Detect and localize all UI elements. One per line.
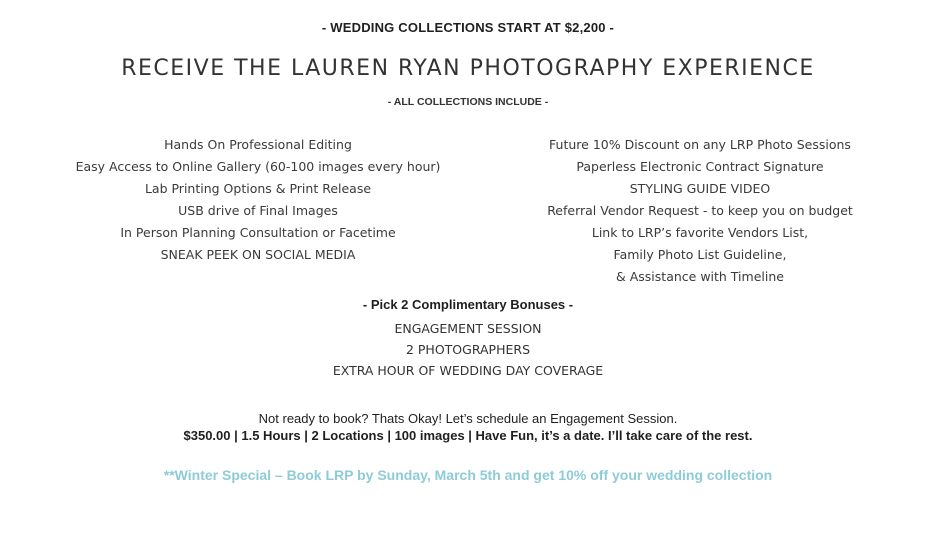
list-item: & Assistance with Timeline <box>616 269 784 284</box>
list-item: STYLING GUIDE VIDEO <box>629 181 771 196</box>
bonus-item-extra-hour: EXTRA HOUR OF WEDDING DAY COVERAGE <box>332 363 604 378</box>
winter-special-banner: **Winter Special – Book LRP by Sunday, March 5th and get 10% off your wedding collection <box>163 467 773 483</box>
collections-include-subheading: - ALL COLLECTIONS INCLUDE - <box>387 96 549 108</box>
bonus-item-engagement-session: ENGAGEMENT SESSION <box>394 321 542 336</box>
bonus-item-2-photographers: 2 PHOTOGRAPHERS <box>405 342 531 357</box>
list-item: Referral Vendor Request - to keep you on budget <box>547 203 853 218</box>
list-item: Hands On Professional Editing <box>164 137 352 152</box>
list-item: Paperless Electronic Contract Signature <box>576 159 824 174</box>
list-item: Family Photo List Guideline, <box>613 247 787 262</box>
list-item: Future 10% Discount on any LRP Photo Sessions <box>549 137 851 152</box>
collections-start-headline: - WEDDING COLLECTIONS START AT $2,200 - <box>321 20 615 35</box>
bonus-list <box>0 318 936 381</box>
list-item: USB drive of Final Images <box>178 203 338 218</box>
list-item: Link to LRP’s favorite Vendors List, <box>591 225 809 240</box>
list-item: In Person Planning Consultation or Facetime <box>120 225 396 240</box>
list-item: Lab Printing Options & Print Release <box>144 181 372 196</box>
page-title: RECEIVE THE LAUREN RYAN PHOTOGRAPHY EXPERIENCE <box>121 56 815 81</box>
engagement-session-intro: Not ready to book? Thats Okay! Let’s schedule an Engagement Session. <box>258 411 678 426</box>
engagement-session-pricing: $350.00 | 1.5 Hours | 2 Locations | 100 images | Have Fun, it’s a date. I’ll take care of the rest. <box>183 428 753 443</box>
included-features-right-column <box>490 134 910 288</box>
bonus-heading: - Pick 2 Complimentary Bonuses - <box>362 297 574 312</box>
list-item: SNEAK PEEK ON SOCIAL MEDIA <box>160 247 356 262</box>
list-item: Easy Access to Online Gallery (60-100 images every hour) <box>75 159 441 174</box>
included-features-left-column <box>48 134 468 266</box>
